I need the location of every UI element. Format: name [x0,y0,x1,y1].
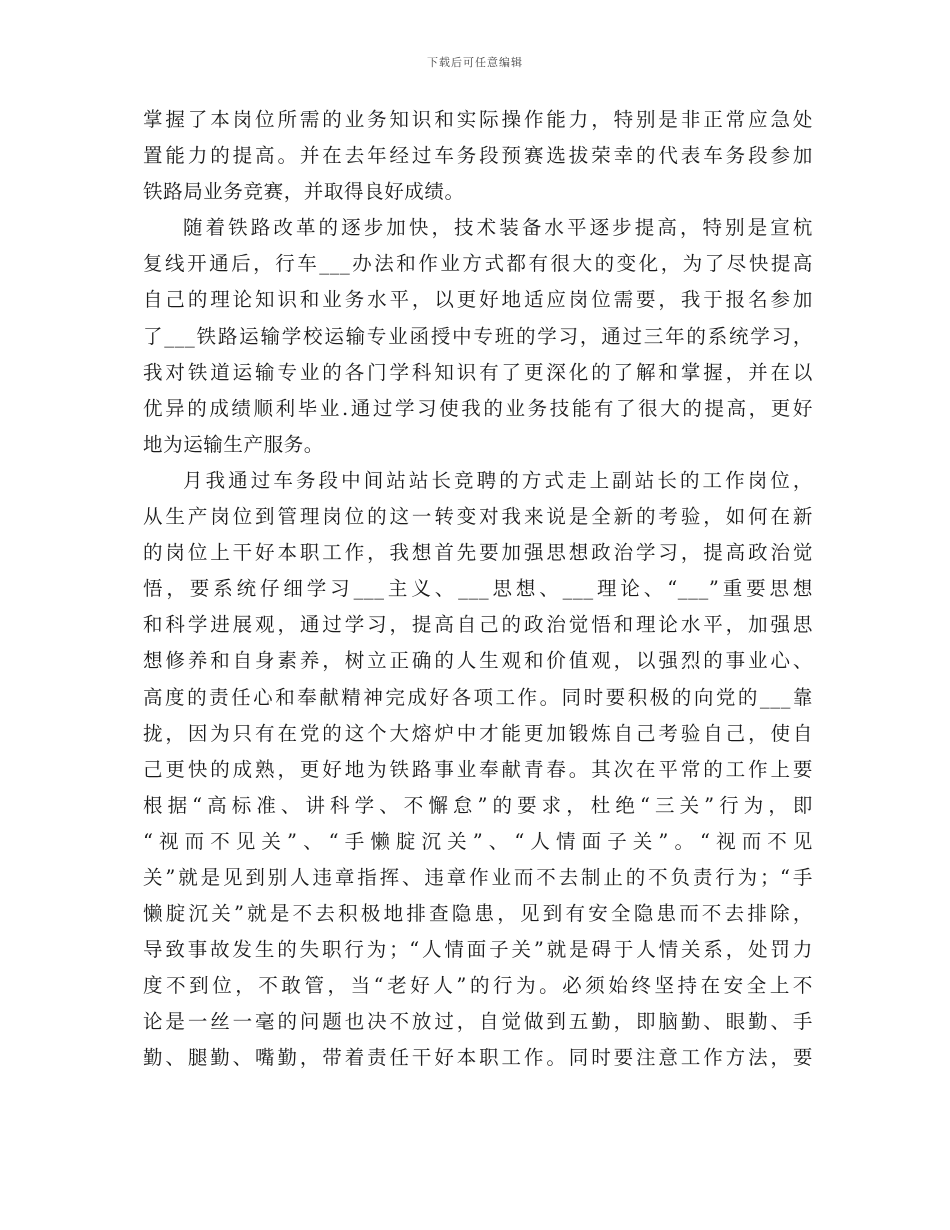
text-line: 己更快的成熟，更好地为铁路事业奉献青春。其次在平常的工作上要 [143,757,813,781]
text-line: 勤、腿勤、嘴勤，带着责任干好本职工作。同时要注意工作方法，要 [143,1046,813,1070]
text-line: 地为运输生产服务。 [143,432,324,456]
page-header: 下载后可任意编辑 [427,56,523,69]
text-line: 自己的理论知识和业务水平，以更好地适应岗位需要，我于报名参加 [143,288,813,312]
text-line: “视而不见关”、“手懒腚沉关”、“人情面子关”。“视而不见 [143,829,813,853]
text-line: 根据“高标准、讲科学、不懈怠”的要求，杜绝“三关”行为，即 [143,793,813,817]
text-line: 的岗位上干好本职工作，我想首先要加强思想政治学习，提高政治觉 [143,541,813,565]
text-line: 关”就是见到别人违章指挥、违章作业而不去制止的不负责行为；“手 [143,865,813,889]
text-line: 掌握了本岗位所需的业务知识和实际操作能力，特别是非正常应急处 [143,108,813,131]
text-line: 高度的责任心和奉献精神完成好各项工作。同时要积极的向党的___靠 [143,685,813,709]
text-line: 导致事故发生的失职行为；“人情面子关”就是碍于人情关系，处罚力 [143,938,813,962]
text-line: 从生产岗位到管理岗位的这一转变对我来说是全新的考验，如何在新 [143,505,813,529]
text-line: 懒腚沉关”就是不去积极地排查隐患，见到有安全隐患而不去排除， [143,902,813,926]
text-line: 度不到位，不敢管，当“老好人”的行为。必须始终坚持在安全上不 [143,974,813,998]
text-line: 论是一丝一毫的问题也决不放过，自觉做到五勤，即脑勤、眼勤、手 [143,1010,813,1034]
text-line: 我对铁道运输专业的各门学科知识有了更深化的了解和掌握，并在以 [143,360,813,384]
text-line: 优异的成绩顺利毕业.通过学习使我的业务技能有了很大的提高，更好 [143,396,813,420]
text-line: 悟，要系统仔细学习___主义、___思想、___理论、“___”重要思想 [143,577,813,601]
text-line: 置能力的提高。并在去年经过车务段预赛选拔荣幸的代表车务段参加 [143,144,813,168]
text-line: 铁路局业务竞赛，并取得良好成绩。 [143,180,465,204]
document-body [143,102,813,1077]
text-line: 复线开通后，行车___办法和作业方式都有很大的变化，为了尽快提高 [143,252,813,276]
text-line: 想修养和自身素养，树立正确的人生观和价值观，以强烈的事业心、 [143,649,813,673]
text-line: 月我通过车务段中间站站长竞聘的方式走上副站长的工作岗位， [183,468,813,492]
text-line: 拢，因为只有在党的这个大熔炉中才能更加锻炼自己考验自己，使自 [143,721,813,745]
text-line: 了___铁路运输学校运输专业函授中专班的学习，通过三年的系统学习， [143,324,813,348]
text-line: 和科学进展观，通过学习，提高自己的政治觉悟和理论水平，加强思 [143,613,813,637]
text-line: 随着铁路改革的逐步加快，技术装备水平逐步提高，特别是宣杭 [183,216,813,240]
